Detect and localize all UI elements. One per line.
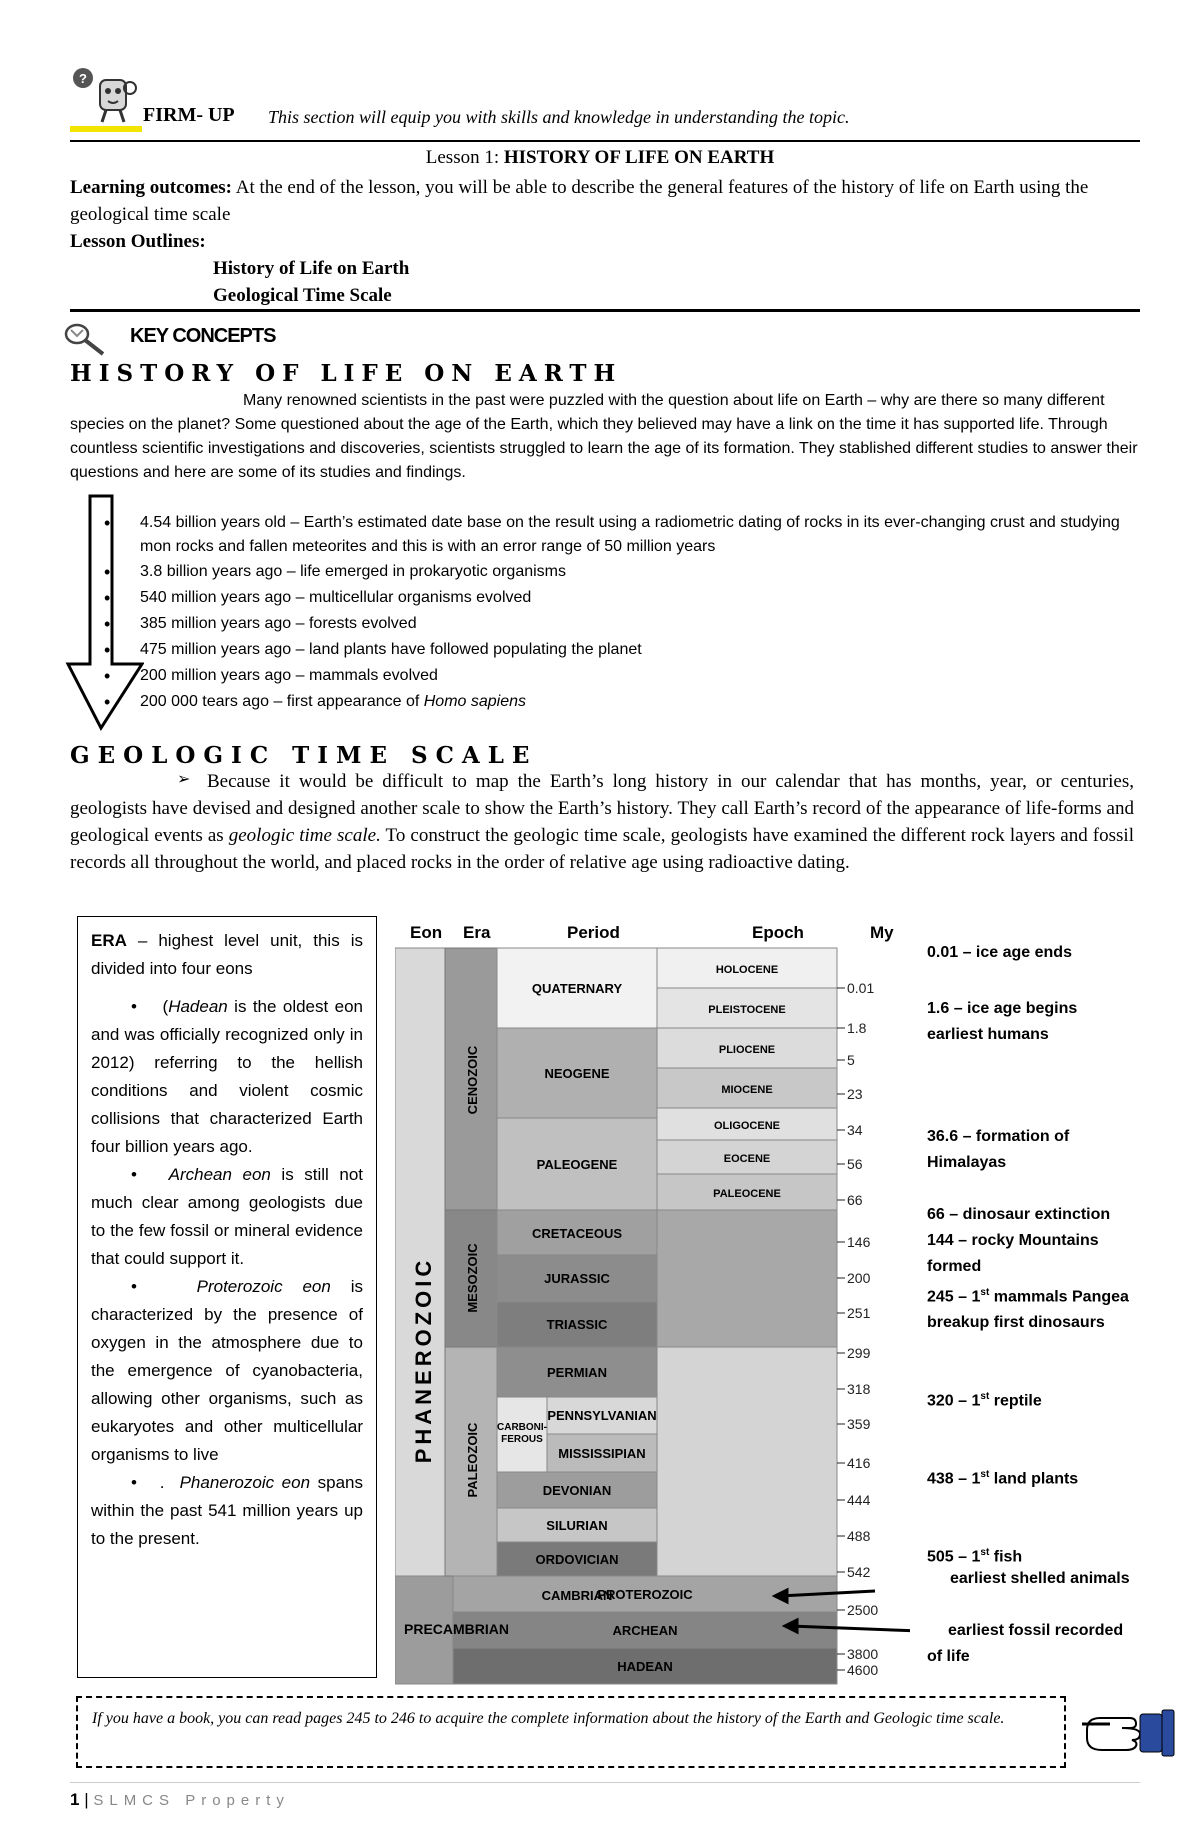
tick <box>837 1156 863 1172</box>
history-heading: HISTORY OF LIFE ON EARTH <box>70 360 623 387</box>
epoch-label: PLIOCENE <box>718 1044 776 1056</box>
annotation: 505 – 1st fish <box>927 1547 1023 1566</box>
era-mesozoic-label: MESOZOIC <box>465 1243 480 1313</box>
epoch-label: PLEISTOCENE <box>708 1004 786 1016</box>
period-label: PENNSYLVANIAN <box>547 1408 657 1423</box>
tick <box>837 1234 871 1250</box>
tick <box>837 1305 871 1321</box>
era-cenozoic-label: CENOZOIC <box>465 1045 480 1115</box>
list-item: • 4.54 billion years old – Earth’s estimated date base on the result using a radiometric dating of rocks in its ever-changing crust and studying mon rocks and fallen meteorites and this is with an error range of 50 million years <box>115 511 1145 559</box>
tick <box>837 1270 871 1286</box>
annotation: 66 – dinosaur extinction 144 – rocky Mountains formed 245 – 1st mammals Pangea breakup first dinosaurs <box>927 1206 1129 1332</box>
book-reference-note: If you have a book, you can read pages 245 to 246 to acquire the complete information about the history of the Earth and Geologic time scale. <box>76 1696 1066 1768</box>
period-label: PALEOGENE <box>536 1157 618 1172</box>
tick <box>837 1564 871 1580</box>
magnifier-mascot-icon <box>70 66 145 128</box>
tick <box>837 980 874 996</box>
list-item: • 3.8 billion years ago – life emerged in prokaryotic organisms <box>115 559 1145 585</box>
tick <box>837 1052 855 1068</box>
outline-item: History of Life on Earth <box>213 258 410 279</box>
tick <box>837 1192 863 1208</box>
footer-divider <box>70 1782 1140 1783</box>
lesson-outline-list <box>213 255 409 309</box>
period-label: CRETACEOUS <box>531 1226 623 1241</box>
period-label: SILURIAN <box>546 1518 608 1533</box>
epochs <box>657 948 837 1576</box>
period-label: JURASSIC <box>544 1271 610 1286</box>
period-label: TRIASSIC <box>546 1317 608 1332</box>
svg-text:56: 56 <box>847 1156 863 1172</box>
tick <box>837 1020 867 1036</box>
epoch-label: EOCENE <box>723 1153 771 1165</box>
lesson-title: Lesson 1: HISTORY OF LIFE ON EARTH <box>425 147 775 168</box>
svg-text:444: 444 <box>847 1492 871 1508</box>
period-label: ORDOVICIAN <box>535 1552 619 1567</box>
svg-text:1.8: 1.8 <box>847 1020 867 1036</box>
epoch-label: PALEOCENE <box>713 1188 781 1200</box>
era-info-box: ERA – highest level unit, this is divided into four eons • (Hadean is the oldest eon and was officially recognized only in 2012) referring to the hellish conditions and violent cosmic collisions that characterized Earth four billion years ago. • Archean eon is still not much clear among geologists due to the few fossil or mineral evidence that could support it. • Proterozoic eon is characterized by the presence of oxygen in the atmosphere due to the emergence of cyanobacteria, allowing other organisms, such as eukaryotes and other multicellular organisms to live • . Phanerozoic eon spans within the past 541 million years up to the present. <box>77 916 377 1678</box>
header-period: Period <box>567 923 620 942</box>
svg-text:251: 251 <box>847 1305 871 1321</box>
svg-text:542: 542 <box>847 1564 871 1580</box>
epoch-label: OLIGOCENE <box>713 1120 781 1132</box>
tick <box>837 1646 878 1662</box>
header-eon: Eon <box>410 923 443 942</box>
eon-label: PROTEROZOIC <box>597 1587 693 1602</box>
svg-text:23: 23 <box>847 1086 863 1102</box>
period-label: QUATERNARY <box>531 981 623 996</box>
svg-text:2500: 2500 <box>847 1602 879 1618</box>
annotation: 1.6 – ice age begins earliest humans <box>927 1000 1078 1043</box>
tick <box>837 1492 871 1508</box>
magnifier-icon <box>63 322 123 356</box>
tick <box>837 1662 878 1678</box>
annotation: earliest fossil recorded <box>948 1622 1124 1639</box>
divider <box>70 309 1140 312</box>
period-label: DEVONIAN <box>542 1483 612 1498</box>
key-concepts-label: KEY CONCEPTS <box>130 325 276 347</box>
tick <box>837 1602 878 1618</box>
geologic-paragraph: Because it would be difficult to map the Earth’s long history in our calendar that has months, year, or centuries, geologists have devised and designed another scale to show the Earth’s history. They call Earth’s record of the appearance of life-forms and geological events as geologic time scale. To construct the geologic time scale, geologists have examined the different rock layers and fossil records all throughout the world, and placed rocks in the order of relative age using radioactive dating. <box>70 771 1134 873</box>
history-intro: Many renowned scientists in the past were puzzled with the question about life on Earth – why are there so many different species on the planet? Some questioned about the age of the Earth, which they believed may have a link on the time it has supported life. Through countless scientific investigations and discoveries, scientists struggled to learn the age of its formation. They stablished different studies to answer their questions and here are some of its studies and findings. <box>70 392 1138 481</box>
svg-text:200: 200 <box>847 1270 871 1286</box>
svg-text:34: 34 <box>847 1122 863 1138</box>
annotation: 36.6 – formation of Himalayas <box>927 1128 1070 1171</box>
annotation: earliest shelled animals <box>950 1570 1130 1587</box>
svg-text:4600: 4600 <box>847 1662 879 1678</box>
epoch-label: MIOCENE <box>721 1084 773 1096</box>
list-item: • 385 million years ago – forests evolved <box>115 611 1145 637</box>
pointing-hand-icon <box>1082 1700 1177 1760</box>
svg-text:488: 488 <box>847 1528 871 1544</box>
tick <box>837 1086 863 1102</box>
svg-text:CARBONI-: CARBONI- <box>497 1422 547 1433</box>
section-description: This section will equip you with skills and knowledge in understanding the topic. <box>268 107 850 127</box>
tick <box>837 1381 871 1397</box>
svg-text:5: 5 <box>847 1052 855 1068</box>
svg-text:0.01: 0.01 <box>847 980 875 996</box>
era-paleozoic-label: PALEOZOIC <box>465 1422 480 1498</box>
svg-text:299: 299 <box>847 1345 871 1361</box>
list-item: • 200 000 tears ago – first appearance of Homo sapiens <box>115 689 1145 715</box>
geologic-time-scale-chart <box>395 910 910 1690</box>
header-epoch: Epoch <box>752 923 804 942</box>
header-accent-bar <box>70 126 142 132</box>
list-item: • 200 million years ago – mammals evolved <box>115 663 1145 689</box>
footer: 1 | SLMCS Property <box>70 1790 290 1809</box>
annotation: 320 – 1st reptile <box>927 1391 1042 1410</box>
eon-precambrian-label: PRECAMBRIAN <box>404 1621 509 1637</box>
epoch-label: HOLOCENE <box>715 964 779 976</box>
period-label: CAMBRIAN <box>541 1588 613 1603</box>
header-era: Era <box>463 923 491 942</box>
eon-phanerozoic-label: PHANEROZOIC <box>411 1256 436 1464</box>
geologic-heading: GEOLOGIC TIME SCALE <box>70 742 538 769</box>
section-title: FIRM- UP <box>143 104 235 126</box>
outline-item: Geological Time Scale <box>213 285 392 306</box>
header-my: My <box>870 923 894 942</box>
eon-label: ARCHEAN <box>612 1623 678 1638</box>
period-label: PERMIAN <box>547 1365 607 1380</box>
tick <box>837 1416 871 1432</box>
learning-outcomes: Learning outcomes: At the end of the lesson, you will be able to describe the general features of the history of life on Earth using the geological time scale Lesson Outlines: <box>70 177 1089 252</box>
tick <box>837 1122 863 1138</box>
svg-text:FEROUS: FEROUS <box>501 1434 543 1445</box>
svg-text:66: 66 <box>847 1192 863 1208</box>
period-label: MISSISSIPIAN <box>558 1446 646 1461</box>
annotation: of life <box>927 1648 970 1665</box>
tick <box>837 1528 871 1544</box>
my-tick-labels <box>837 948 878 1684</box>
svg-text:3800: 3800 <box>847 1646 879 1662</box>
svg-text:359: 359 <box>847 1416 871 1432</box>
period-label: NEOGENE <box>544 1066 610 1081</box>
svg-text:146: 146 <box>847 1234 871 1250</box>
divider <box>70 140 1140 142</box>
svg-text:?: ? <box>79 71 87 86</box>
carboniferous-label <box>497 1422 547 1445</box>
svg-text:416: 416 <box>847 1455 871 1471</box>
tick <box>837 1345 871 1361</box>
annotation: 0.01 – ice age ends <box>927 944 1072 961</box>
list-item: • 540 million years ago – multicellular organisms evolved <box>115 585 1145 611</box>
svg-text:318: 318 <box>847 1381 871 1397</box>
annotation: 438 – 1st land plants <box>927 1469 1079 1488</box>
eon-label: HADEAN <box>617 1659 673 1674</box>
list-item: • 475 million years ago – land plants have followed populating the planet <box>115 637 1145 663</box>
tick <box>837 1455 871 1471</box>
arrow-bullet-icon: ➢ <box>177 771 191 788</box>
history-facts-list <box>115 511 1145 715</box>
